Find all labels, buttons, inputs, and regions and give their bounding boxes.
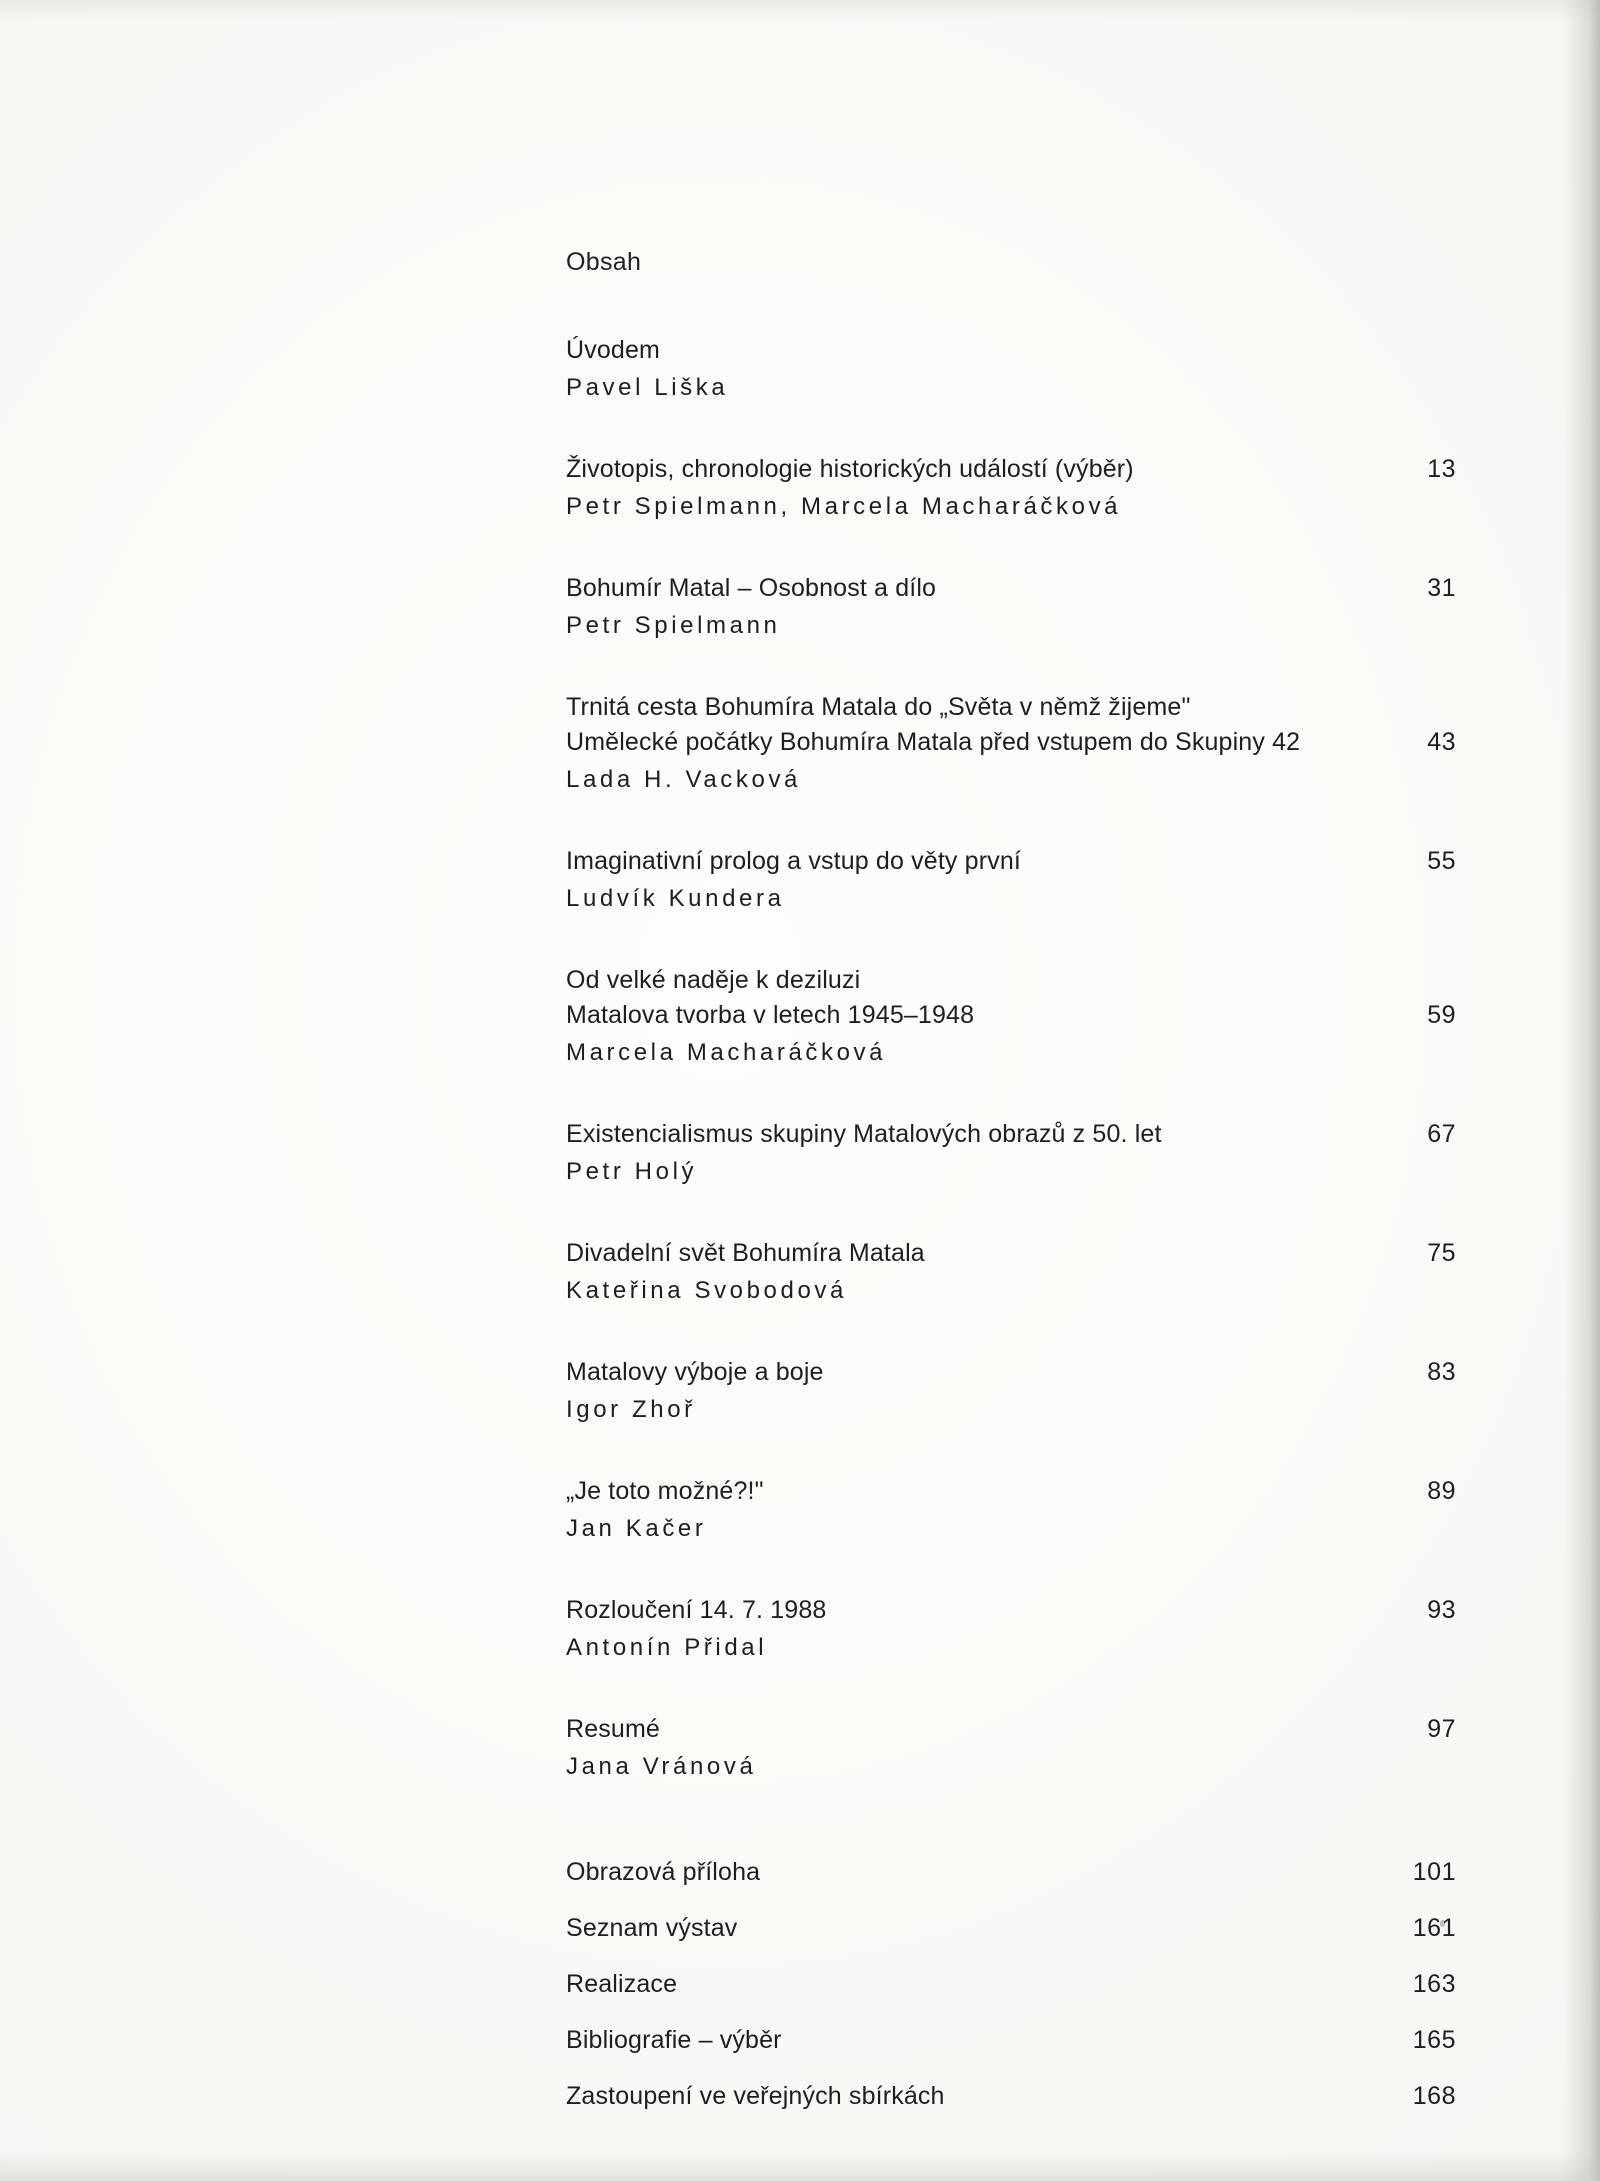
toc-entry[interactable] (566, 333, 1456, 406)
toc-entry-title: Bohumír Matal – Osobnost a dílo (566, 574, 937, 602)
toc-entry-author: Petr Spielmann (566, 612, 781, 639)
toc-entry-title: Imaginativní prolog a vstup do věty první (566, 847, 1022, 875)
toc-entry-author: Marcela Macharáčková (566, 1039, 887, 1066)
toc-entry-title: Trnitá cesta Bohumíra Matala do „Světa v němž žijeme" (566, 693, 1191, 721)
toc-entry[interactable] (566, 1712, 1456, 1785)
toc-entry[interactable] (566, 571, 1456, 644)
toc-entry[interactable] (566, 1236, 1456, 1309)
toc-entry-author: Jana Vránová (566, 1753, 757, 1780)
toc-entry-author: Petr Spielmann, Marcela Macharáčková (566, 493, 1122, 520)
toc-entry-page: 161 (1412, 1914, 1456, 1942)
toc-entry[interactable] (566, 1117, 1456, 1190)
toc-entry-page: 31 (1427, 574, 1456, 602)
toc-entry-page: 163 (1412, 1970, 1456, 1998)
toc-entry-author: Pavel Liška (566, 374, 729, 401)
toc-entry-author: Ludvík Kundera (566, 885, 785, 912)
toc-entry-title: Seznam výstav (566, 1914, 738, 1942)
toc-entry-page: 83 (1427, 1358, 1456, 1386)
toc-entry[interactable] (566, 1355, 1456, 1428)
toc-entry-page: 93 (1427, 1596, 1456, 1624)
page-edge-shading-top (0, 0, 1600, 22)
toc-entry-title: Úvodem (566, 336, 660, 364)
toc-entry-page: 75 (1427, 1239, 1456, 1267)
toc-entry-author: Jan Kačer (566, 1515, 707, 1542)
toc-entry-title: Resumé (566, 1715, 660, 1743)
toc-entry-page: 168 (1412, 2082, 1456, 2110)
toc-entry-page: 101 (1412, 1858, 1456, 1886)
toc-entry-title: Matalovy výboje a boje (566, 1358, 824, 1386)
toc-entry-page: 165 (1412, 2026, 1456, 2054)
toc-entry-subtitle: Umělecké počátky Bohumíra Matala před vstupem do Skupiny 42 (566, 728, 1301, 756)
page-edge-shading-right (1562, 0, 1600, 2181)
toc-entry-title: „Je toto možné?!" (566, 1477, 764, 1505)
table-of-contents (566, 248, 1456, 2135)
page-edge-shading-bottom (0, 2151, 1600, 2181)
toc-entry-page: 67 (1427, 1120, 1456, 1148)
page-title: Obsah (566, 248, 642, 276)
toc-entry-title: Bibliografie – výběr (566, 2026, 782, 2054)
toc-entry[interactable] (566, 1911, 1456, 1967)
toc-entry-title: Rozloučení 14. 7. 1988 (566, 1596, 827, 1624)
toc-entry-author: Kateřina Svobodová (566, 1277, 847, 1304)
toc-entry-subtitle: Matalova tvorba v letech 1945–1948 (566, 1001, 975, 1029)
toc-entry-title: Obrazová příloha (566, 1858, 761, 1886)
toc-entry-author: Igor Zhoř (566, 1396, 696, 1423)
toc-entry[interactable] (566, 1967, 1456, 2023)
toc-entry-title: Existencialismus skupiny Matalových obrazů z 50. let (566, 1120, 1162, 1148)
toc-entry[interactable] (566, 1593, 1456, 1666)
toc-entry-page: 59 (1427, 1001, 1456, 1029)
toc-entry-page: 43 (1427, 728, 1456, 756)
toc-entry[interactable] (566, 1474, 1456, 1547)
toc-entry[interactable] (566, 2079, 1456, 2135)
toc-entry-title: Realizace (566, 1970, 678, 1998)
toc-entry-page: 97 (1427, 1715, 1456, 1743)
toc-entry-page: 89 (1427, 1477, 1456, 1505)
toc-entry-page: 55 (1427, 847, 1456, 875)
toc-entry-author: Antonín Přidal (566, 1634, 768, 1661)
toc-entry-title: Zastoupení ve veřejných sbírkách (566, 2082, 945, 2110)
toc-entry[interactable] (566, 2023, 1456, 2079)
toc-entry[interactable] (566, 963, 1456, 1071)
toc-entry-title: Od velké naděje k deziluzi (566, 966, 861, 994)
toc-entry[interactable] (566, 690, 1456, 798)
toc-entry[interactable] (566, 1855, 1456, 1911)
toc-entry-page: 13 (1427, 455, 1456, 483)
toc-entry[interactable] (566, 844, 1456, 917)
toc-entry-author: Lada H. Vacková (566, 766, 801, 793)
toc-back-matter (566, 1855, 1456, 2135)
toc-entry-title: Životopis, chronologie historických událostí (výběr) (566, 455, 1134, 483)
toc-entry[interactable] (566, 452, 1456, 525)
toc-entry-title: Divadelní svět Bohumíra Matala (566, 1239, 925, 1267)
toc-entry-author: Petr Holý (566, 1158, 698, 1185)
